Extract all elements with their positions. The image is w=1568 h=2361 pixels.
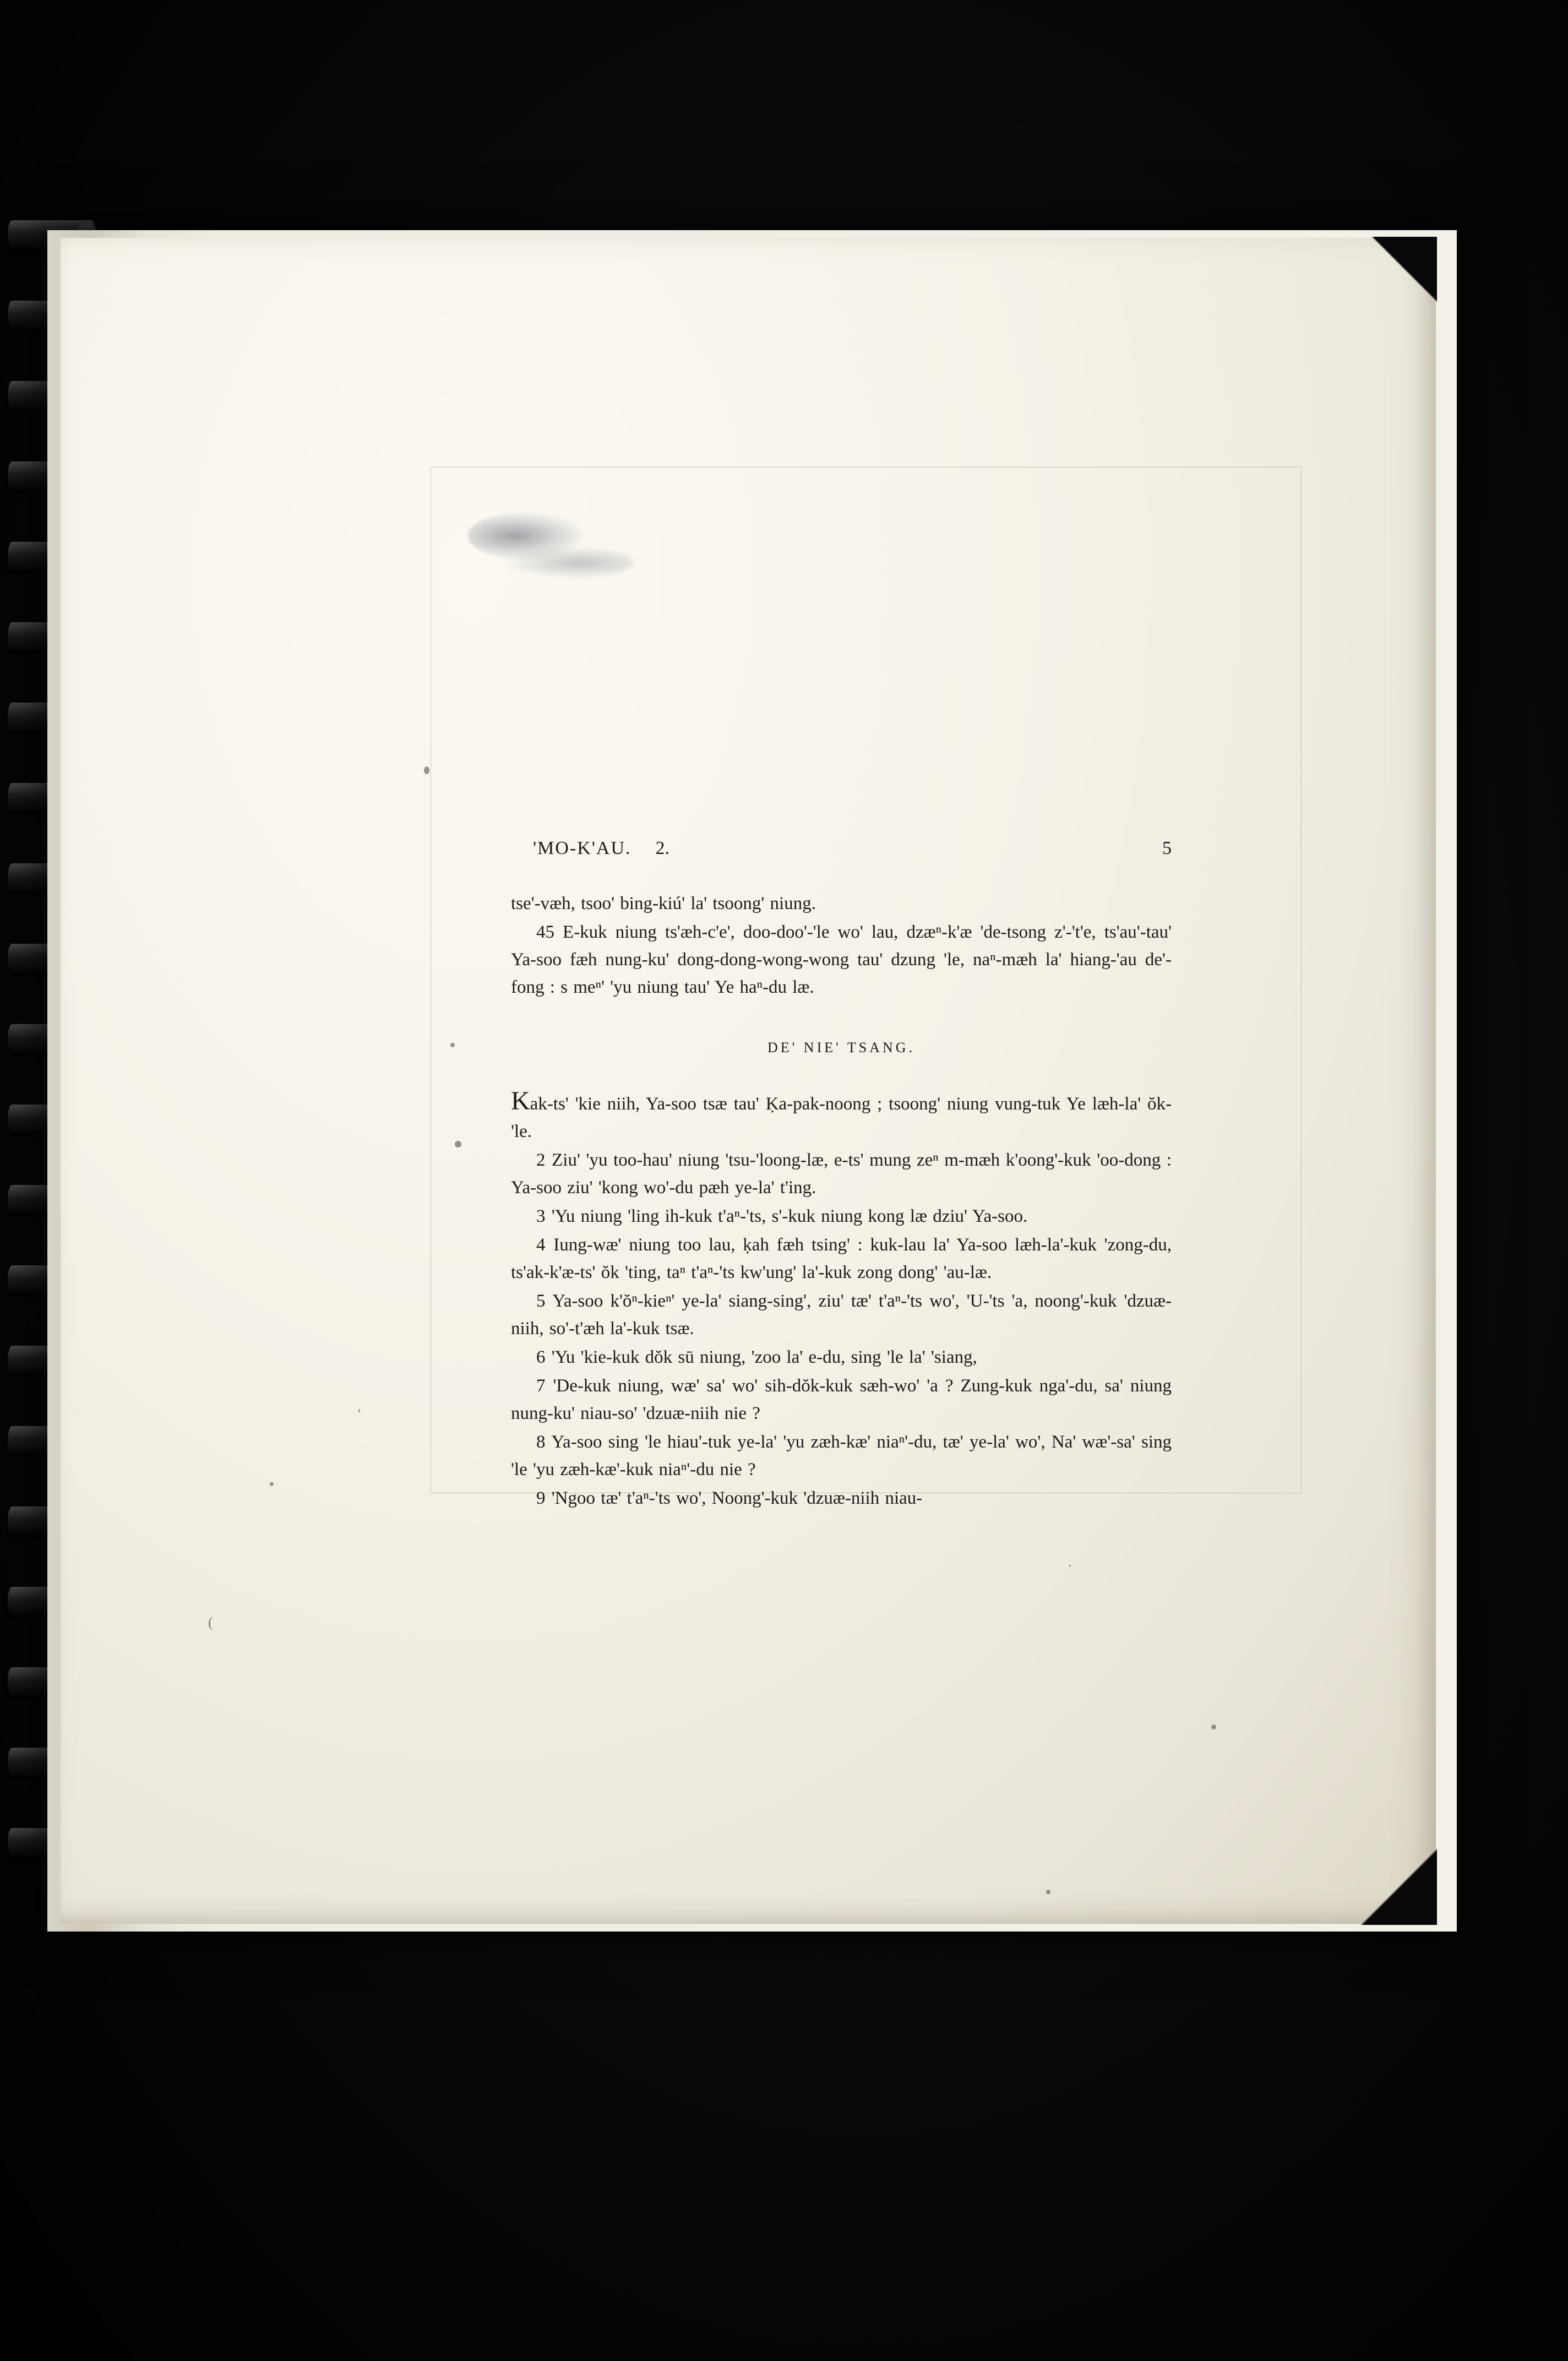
page-number: 5	[1162, 838, 1172, 858]
paper-speck	[1211, 1724, 1216, 1729]
paper-speck	[450, 1043, 455, 1047]
verse-text: 'Yu 'kie-kuk dŏk sū niung, 'zoo la' e-du, sing 'le la' 'siang,	[551, 1347, 977, 1367]
verse-number: 5	[536, 1291, 546, 1311]
verse-text: ak-ts' 'kie niih, Ya-soo tsæ tau' Ḳa-pak-noong ; tsoong' niung vung-tuk Ye læh-la' ŏk-'le.	[511, 1094, 1172, 1141]
margin-mark-3: .	[1068, 1554, 1072, 1570]
verse-5	[511, 1287, 1172, 1342]
drop-cap: K	[511, 1086, 530, 1116]
ink-smudge	[468, 512, 584, 559]
verse-2	[511, 1146, 1172, 1201]
running-head	[511, 838, 1172, 859]
book-page	[61, 238, 1436, 1924]
continued-line-2: 45 E-kuk niung ts'æh-c'e', doo-doo'-'le wo' lau, dzæⁿ-k'æ 'de-tsong z'-'t'e, ts'au'-tau' Ya-soo fæh nung-ku' dong-dong-wong-wong tau' dzung 'le, naⁿ-mæh la' hiang-'au de'-fong : s meⁿ' 'yu niung tau' Ye haⁿ-du læ.	[511, 922, 1172, 997]
verse-4	[511, 1231, 1172, 1286]
page-corner-bottom	[1360, 1848, 1437, 1925]
verse-number: 3	[536, 1206, 546, 1226]
margin-mark-2: (	[208, 1614, 213, 1630]
verse-number: 2	[536, 1150, 546, 1170]
verse-text: 'Ngoo tæ' t'aⁿ-'ts wo', Noong'-kuk 'dzuæ-niih niau-	[551, 1488, 923, 1508]
verse-number: 7	[536, 1376, 546, 1396]
paper-speck	[270, 1482, 274, 1486]
ink-smudge-secondary	[501, 546, 633, 579]
verse-number: 8	[536, 1432, 546, 1452]
verse-3	[511, 1203, 1172, 1230]
verse-7	[511, 1372, 1172, 1427]
section-heading: DE' NIE' TSANG.	[767, 1040, 916, 1056]
running-head-chapter: 2.	[655, 838, 670, 858]
verse-9	[511, 1484, 1172, 1512]
paper-speck	[1046, 1890, 1050, 1894]
verse-number: 4	[536, 1235, 546, 1255]
verse-text: Ziu' 'yu too-hau' niung 'tsu-'loong-læ, e-ts' mung zeⁿ m-mæh k'oong'-kuk 'oo-dong : Ya-soo ziu' 'kong wo'-du pæh ye-la' t'ing.	[511, 1150, 1172, 1198]
verse-8	[511, 1428, 1172, 1483]
verse-text: 'De-kuk niung, wæ' sa' wo' sih-dŏk-kuk sæh-wo' 'a ? Zung-kuk nga'-du, sa' niung nung-ku' niau-so' 'dzuæ-niih nie ?	[511, 1376, 1172, 1423]
verse-number: 9	[536, 1488, 546, 1508]
running-head-title: 'MO-K'AU.	[533, 838, 631, 858]
verse-text: Iung-wæ' niung too lau, ḳah fæh tsing' : kuk-lau la' Ya-soo læh-la'-kuk 'zong-du, ts'ak-k'æ-ts' ŏk 'ting, taⁿ t'aⁿ-'ts kw'ung' la'-kuk zong dong' 'au-læ.	[511, 1235, 1172, 1282]
paper-speck	[424, 766, 429, 774]
verse-text: Ya-soo k'ŏⁿ-kieⁿ' ye-la' siang-sing', ziu' tæ' t'aⁿ-'ts wo', 'U-'ts 'a, noong'-kuk 'dzuæ-niih, so'-t'æh la'-kuk tsæ.	[511, 1291, 1172, 1339]
verse-number: 6	[536, 1347, 546, 1367]
paper-speck	[455, 1141, 461, 1147]
continued-line-1: tse'-væh, tsoo' bing-kiú' la' tsoong' niung.	[511, 894, 816, 913]
verse-text: 'Yu niung 'ling ih-kuk t'aⁿ-'ts, s'-kuk niung kong læ dziu' Ya-soo.	[551, 1206, 1028, 1226]
margin-mark-1: '	[358, 1406, 361, 1422]
verse-1	[511, 1088, 1172, 1145]
printed-text-block	[511, 838, 1172, 1513]
page-corner-top	[1371, 237, 1437, 303]
verse-text: Ya-soo sing 'le hiau'-tuk ye-la' 'yu zæh-kæ' niaⁿ'-du, tæ' ye-la' wo', Na' wæ'-sa' sing 'le 'yu zæh-kæ'-kuk niaⁿ'-du nie ?	[511, 1432, 1172, 1479]
verse-6	[511, 1343, 1172, 1371]
